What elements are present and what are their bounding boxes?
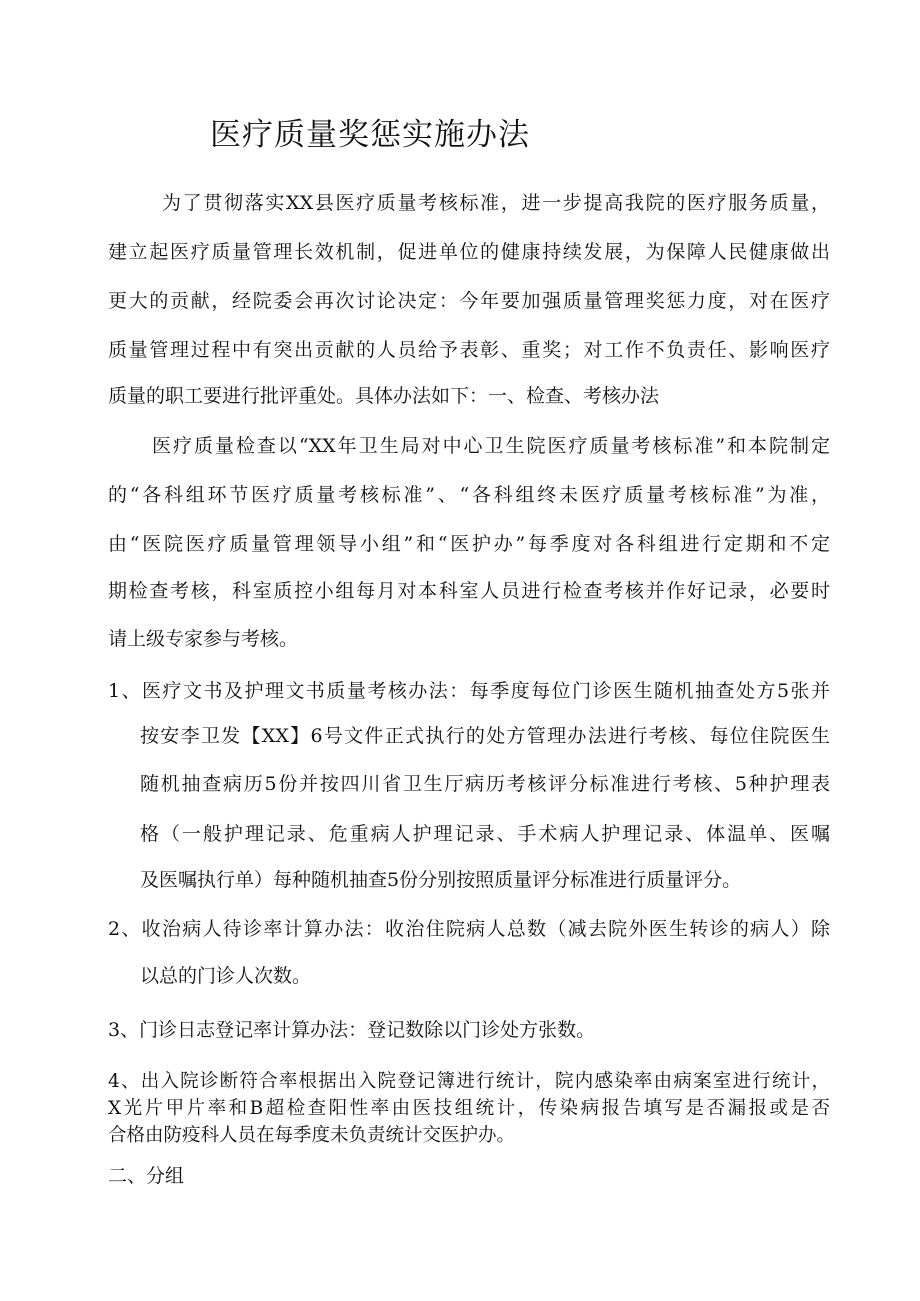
list-item-line: 按安李卫发【XX】6号文件正式执行的处方管理办法进行考核、每位住院医生 [140, 725, 830, 747]
list-item-line: 1、医疗文书及护理文书质量考核办法：每季度每位门诊医生随机抽查处方5张并 [108, 680, 830, 702]
list-item-line: 及医嘱执行单）每种随机抽查5份分别按照质量评分标准进行质量评分。 [140, 869, 742, 891]
paragraph-line: 建立起医疗质量管理长效机制，促进单位的健康持续发展，为保障人民健康做出 [108, 241, 830, 263]
list-item-line: 随机抽查病历5份并按四川省卫生厅病历考核评分标准进行考核、5种护理表 [140, 773, 830, 795]
paragraph-line: 更大的贡献，经院委会再次讨论决定：今年要加强质量管理奖惩力度，对在医疗 [108, 290, 830, 312]
list-item-line: 3、门诊日志登记率计算办法：登记数除以门诊处方张数。 [108, 1019, 596, 1041]
paragraph-line: 医疗质量检查以“XX年卫生局对中心卫生院医疗质量考核标准”和本院制定 [152, 435, 830, 457]
list-item-line: X光片甲片率和B超检查阳性率由医技组统计，传染病报告填写是否漏报或是否 [108, 1098, 830, 1119]
list-item-line: 合格由防疫科人员在每季度未负责统计交医护办。 [108, 1125, 516, 1146]
list-item-line: 2、收治病人待诊率计算办法：收治住院病人总数（减去院外医生转诊的病人）除 [108, 918, 830, 940]
paragraph-line: 请上级专家参与考核。 [108, 628, 299, 650]
paragraph-line: 的“各科组环节医疗质量考核标准”、“各科组终未医疗质量考核标准”为准， [108, 484, 830, 506]
document-title: 医疗质量奖惩实施办法 [210, 117, 530, 153]
list-item-line: 以总的门诊人次数。 [140, 965, 312, 987]
section-heading: 二、分组 [108, 1165, 185, 1187]
list-item-line: 格（一般护理记录、危重病人护理记录、手术病人护理记录、体温单、医嘱 [140, 823, 830, 845]
paragraph-line: 质量的职工要进行批评重处。具体办法如下：一、检查、考核办法 [108, 385, 660, 407]
list-item-line: 4、出入院诊断符合率根据出入院登记簿进行统计，院内感染率由病案室进行统计， [108, 1071, 830, 1092]
paragraph-line: 期检查考核，科室质控小组每月对本科室人员进行检查考核并作好记录，必要时 [108, 580, 830, 602]
paragraph-line: 质量管理过程中有突出贡献的人员给予表彰、重奖；对工作不负责任、影响医疗 [108, 339, 830, 361]
paragraph-line: 由“医院医疗质量管理领导小组”和“医护办”每季度对各科组进行定期和不定 [108, 533, 830, 555]
paragraph-line: 为了贯彻落实XX县医疗质量考核标准，进一步提高我院的医疗服务质量， [162, 192, 830, 214]
